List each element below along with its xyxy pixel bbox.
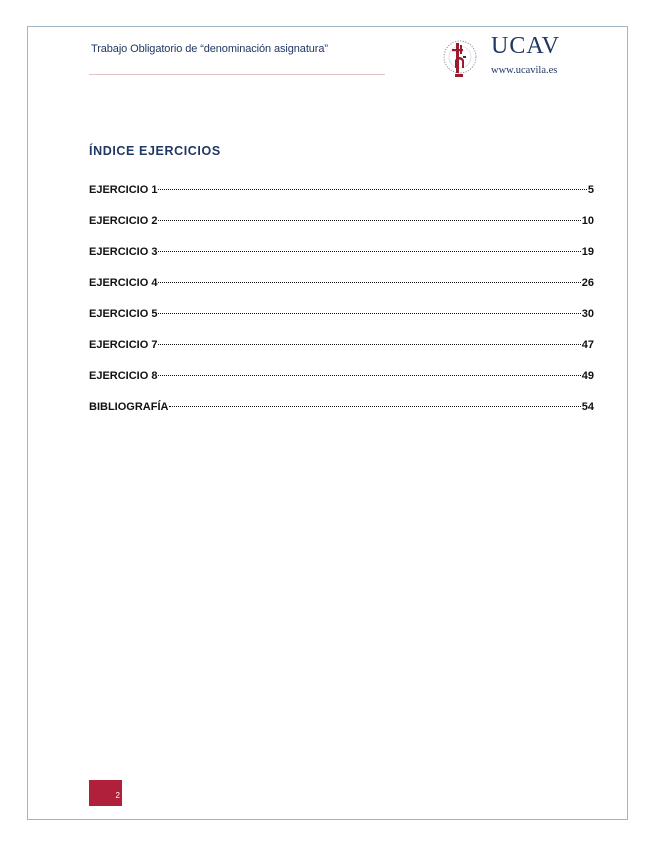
toc-entry-page: 30 bbox=[581, 308, 594, 320]
toc-list bbox=[89, 184, 594, 432]
toc-leader-dots bbox=[158, 251, 580, 252]
toc-entry[interactable] bbox=[89, 401, 594, 432]
toc-entry-page: 19 bbox=[581, 246, 594, 258]
toc-leader-dots bbox=[158, 313, 580, 314]
toc-entry[interactable] bbox=[89, 370, 594, 401]
header-rule bbox=[89, 74, 385, 75]
logo-name: UCAV bbox=[491, 33, 560, 59]
toc-entry[interactable] bbox=[89, 308, 594, 339]
toc-entry-label: EJERCICIO 2 bbox=[89, 215, 158, 227]
page-number: 2 bbox=[89, 780, 122, 806]
toc-entry-page: 26 bbox=[581, 277, 594, 289]
toc-entry[interactable] bbox=[89, 277, 594, 308]
toc-entry-page: 54 bbox=[581, 401, 594, 413]
ucav-logo bbox=[441, 32, 581, 82]
toc-leader-dots bbox=[158, 375, 580, 376]
toc-leader-dots bbox=[158, 282, 580, 283]
university-seal-icon bbox=[441, 32, 483, 82]
toc-entry-label: EJERCICIO 3 bbox=[89, 246, 158, 258]
toc-leader-dots bbox=[158, 344, 580, 345]
header-title: Trabajo Obligatorio de “denominación asignatura” bbox=[91, 43, 328, 55]
toc-entry-page: 10 bbox=[581, 215, 594, 227]
toc-entry-page: 5 bbox=[587, 184, 594, 196]
toc-entry[interactable] bbox=[89, 215, 594, 246]
toc-entry-label: EJERCICIO 1 bbox=[89, 184, 158, 196]
toc-entry-label: EJERCICIO 8 bbox=[89, 370, 158, 382]
toc-entry-label: EJERCICIO 4 bbox=[89, 277, 158, 289]
toc-entry-page: 47 bbox=[581, 339, 594, 351]
toc-leader-dots bbox=[169, 406, 580, 407]
toc-entry-label: EJERCICIO 7 bbox=[89, 339, 158, 351]
toc-entry-label: EJERCICIO 5 bbox=[89, 308, 158, 320]
toc-entry[interactable] bbox=[89, 184, 594, 215]
toc-entry[interactable] bbox=[89, 339, 594, 370]
toc-entry-label: BIBLIOGRAFÍA bbox=[89, 401, 169, 413]
toc-leader-dots bbox=[158, 189, 586, 190]
toc-heading: ÍNDICE EJERCICIOS bbox=[89, 144, 221, 158]
toc-entry[interactable] bbox=[89, 246, 594, 277]
toc-leader-dots bbox=[158, 220, 580, 221]
logo-url: www.ucavila.es bbox=[491, 65, 558, 76]
toc-entry-page: 49 bbox=[581, 370, 594, 382]
